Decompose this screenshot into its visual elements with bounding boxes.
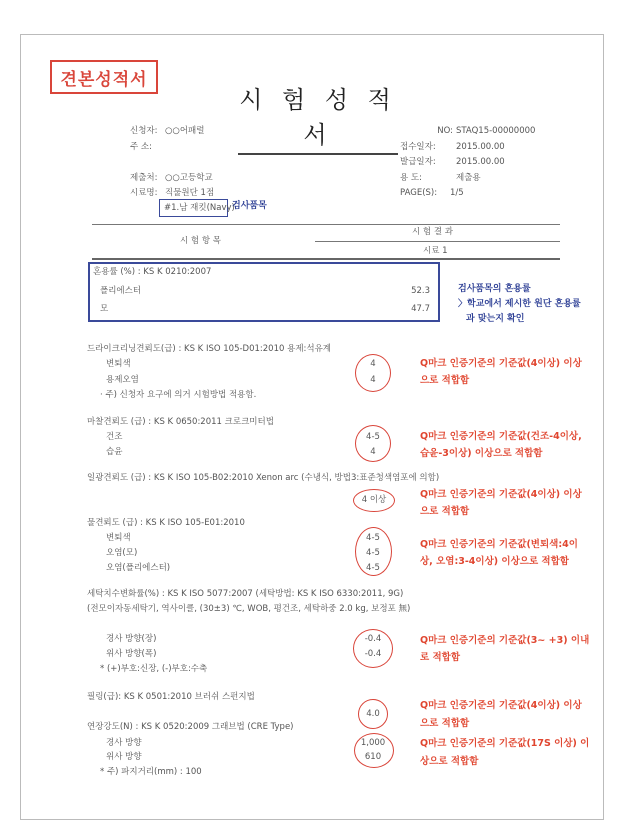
pilling-value: 4.0 <box>366 709 380 719</box>
water-note-2: 상, 오염:3-4이상) 이상으로 적합함 <box>420 556 569 567</box>
tensile-value-1: 1,000 <box>360 738 386 748</box>
issued-label: 발급일자: <box>400 157 436 167</box>
wash-value-2: -0.4 <box>364 649 382 659</box>
dry-label-1: 변퇴색 <box>106 359 131 369</box>
tensile-note-2: 상으로 적합함 <box>420 756 479 767</box>
sample-name-value: 직물원단 1점 <box>165 188 215 198</box>
light-heading: 일광견뢰도 (급) : KS K ISO 105-B02:2010 Xenon arc (수냉식, 방법3:표준청색염포에 의함) <box>87 473 440 483</box>
purpose-value: 제출용 <box>456 173 481 183</box>
dry-label-2: 용제오염 <box>106 375 139 385</box>
rub-value-1: 4-5 <box>366 432 380 442</box>
light-value: 4 이상 <box>361 495 387 505</box>
blend-label-1: 폴리에스터 <box>100 286 142 296</box>
submitter-value: ○○고등학교 <box>165 173 213 183</box>
address-label: 주 소: <box>130 142 152 152</box>
dry-value-2: 4 <box>370 375 376 385</box>
pages-value: 1/5 <box>450 188 464 198</box>
water-label-2: 오염(모) <box>106 548 138 558</box>
tensile-heading: 연장강도(N) : KS K 0520:2009 그래브법 (CRE Type) <box>87 722 294 732</box>
pages-label: PAGE(S): <box>400 188 438 198</box>
page-title: 시 험 성 적 서 <box>238 80 398 155</box>
wash-label-2: 위사 방향(폭) <box>106 649 157 659</box>
item-tag-note: 검사품목 <box>232 201 267 211</box>
col-sample-header: 시료 1 <box>423 246 448 256</box>
dry-note-1: Q마크 인증기준의 기준값(4이상) 이상 <box>420 358 582 369</box>
wash-footnote: * (+)부호:신장, (-)부호:수축 <box>100 664 208 674</box>
tensile-value-2: 610 <box>364 752 382 762</box>
tensile-label-2: 위사 방향 <box>106 752 142 762</box>
wash-note-2: 로 적합함 <box>420 652 461 663</box>
light-note-2: 으로 적합함 <box>420 506 470 517</box>
rub-value-2: 4 <box>370 447 376 457</box>
wash-heading: 세탁치수변화률(%) : KS K ISO 5077:2007 (세탁방법: KS K ISO 6330:2011, 9G) <box>87 589 404 599</box>
blend-note-3: 과 맞는지 확인 <box>466 314 525 324</box>
tensile-footnote: * 주) 파지거리(mm) : 100 <box>100 767 202 777</box>
item-tag: #1.남 재킷(Navy) <box>164 203 235 213</box>
tensile-note-1: Q마크 인증기준의 기준값(17S 이상) 이 <box>420 738 590 749</box>
rub-note-2: 습윤-3이상) 이상으로 적합함 <box>420 448 543 459</box>
applicant-value: ○○어패럴 <box>165 126 205 136</box>
water-label-3: 오염(폴리에스터) <box>106 563 171 573</box>
received-label: 접수일자: <box>400 142 436 152</box>
rub-note-1: Q마크 인증기준의 기준값(건조-4이상, <box>420 431 582 442</box>
no-value: STAQ15-00000000 <box>456 126 536 136</box>
received-value: 2015.00.00 <box>456 142 505 152</box>
blend-note-1: 검사품목의 혼용률 <box>458 284 531 294</box>
issued-value: 2015.00.00 <box>456 157 505 167</box>
submitter-label: 제출처: <box>130 173 158 183</box>
light-note-1: Q마크 인증기준의 기준값(4이상) 이상 <box>420 489 582 500</box>
pilling-note-1: Q마크 인증기준의 기준값(4이상) 이상 <box>420 700 582 711</box>
water-label-1: 변퇴색 <box>106 533 131 543</box>
wash-heading-2: (전모이자동세탁기, 역사이클, (30±3) ℃, WOB, 평건조, 세탁하중 2.0 kg, 보정포 無) <box>87 604 411 614</box>
sample-stamp: 견본성적서 <box>50 60 158 94</box>
result-subrule <box>315 241 560 242</box>
table-header-rule <box>92 258 560 260</box>
col-item-header: 시 험 항 목 <box>180 236 221 246</box>
water-value-1: 4-5 <box>366 533 380 543</box>
pilling-note-2: 으로 적합함 <box>420 718 470 729</box>
dry-note-2: 으로 적합함 <box>420 375 470 386</box>
rub-label-1: 건조 <box>106 432 123 442</box>
water-value-2: 4-5 <box>366 548 380 558</box>
water-heading: 물견뢰도 (급) : KS K ISO 105-E01:2010 <box>87 518 245 528</box>
wash-label-1: 경사 방향(장) <box>106 634 157 644</box>
col-result-header: 시 험 결 과 <box>412 227 453 237</box>
water-value-3: 4-5 <box>366 563 380 573</box>
no-label: NO: <box>437 126 453 136</box>
applicant-label: 신청자: <box>130 126 158 136</box>
dry-heading: 드라이크리닝견뢰도(급) : KS K ISO 105-D01:2010 용제:석유계 <box>87 344 332 354</box>
table-top-rule <box>92 224 560 225</box>
blend-value-2: 47.7 <box>411 304 430 314</box>
sample-name-label: 시료명: <box>130 188 158 198</box>
wash-value-1: -0.4 <box>364 634 382 644</box>
dry-footnote: · 주) 신청자 요구에 의거 시험방법 적용함. <box>100 390 257 400</box>
wash-note-1: Q마크 인증기준의 기준값(3~ +3) 이내 <box>420 635 590 646</box>
rub-heading: 마찰견뢰도 (급) : KS K 0650:2011 크로크미터법 <box>87 417 274 427</box>
water-note-1: Q마크 인증기준의 기준값(변퇴색:4이 <box>420 539 578 550</box>
tensile-label-1: 경사 방향 <box>106 738 142 748</box>
blend-note-2: 〉학교에서 제시한 원단 혼용률 <box>458 299 581 309</box>
blend-label-2: 모 <box>100 304 109 314</box>
rub-label-2: 습윤 <box>106 447 123 457</box>
blend-value-1: 52.3 <box>411 286 430 296</box>
pilling-heading: 필링(급): KS K 0501:2010 브러쉬 스펀지법 <box>87 692 255 702</box>
blend-heading: 혼용률 (%) : KS K 0210:2007 <box>93 267 212 277</box>
purpose-label: 용 도: <box>400 173 422 183</box>
dry-value-1: 4 <box>370 359 376 369</box>
